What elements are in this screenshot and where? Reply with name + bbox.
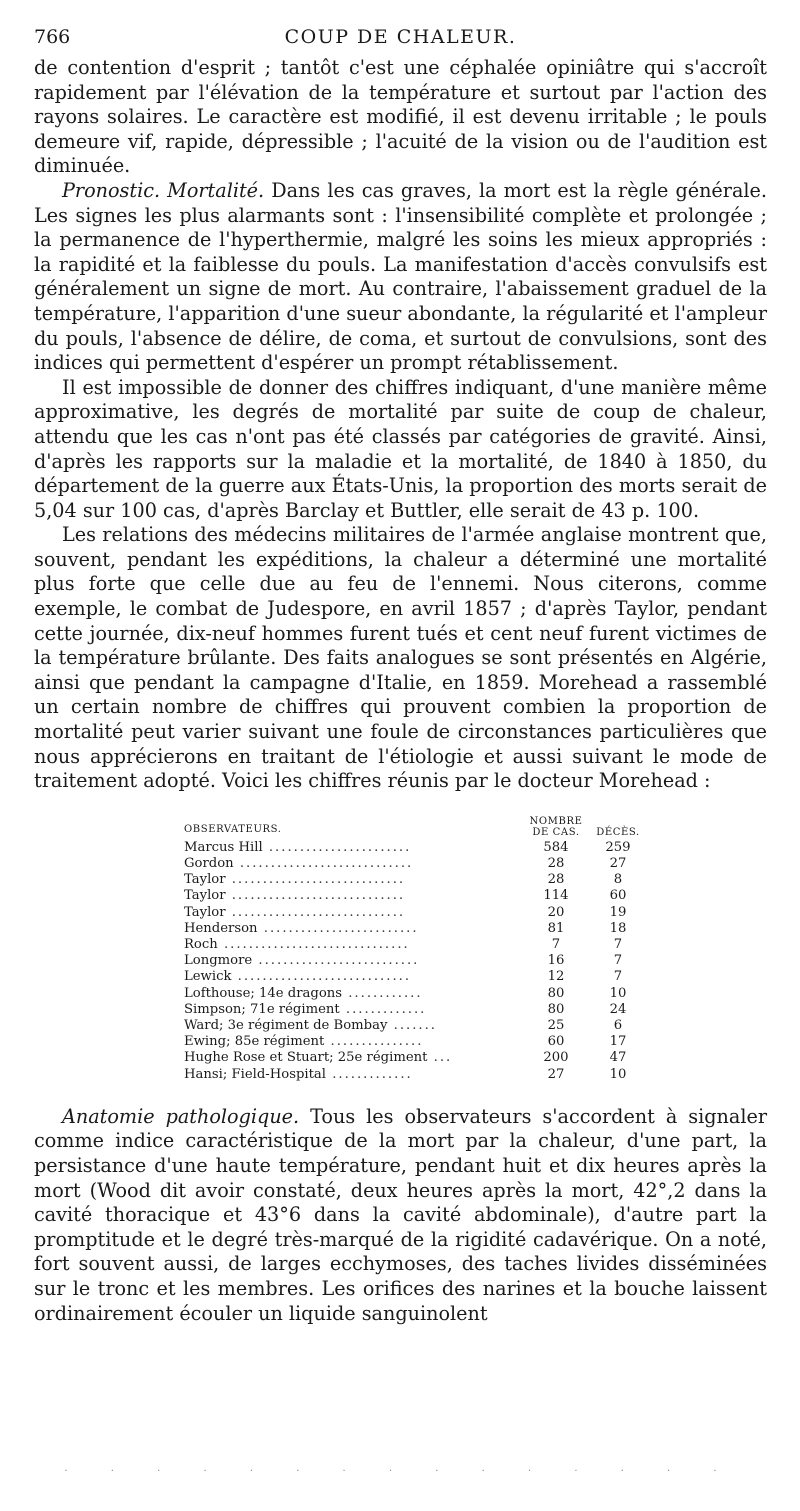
paragraph-pronostic: [34, 179, 767, 376]
leader-dots: ..............................: [217, 937, 410, 953]
observer-name-text: Longmore: [184, 953, 253, 969]
cases-value: 584: [543, 839, 569, 855]
running-title: COUP DE CHALEUR.: [284, 26, 517, 48]
observer-name: [184, 937, 525, 953]
leader-dots: ............................: [231, 969, 412, 985]
deaths-value: 7: [613, 953, 623, 969]
observer-name-text: Marcus Hill: [184, 839, 263, 855]
leader-dots: ............................: [225, 904, 406, 920]
leader-dots: ............................: [233, 856, 414, 872]
leader-dots: .............: [339, 1001, 427, 1017]
observer-name-text: Taylor: [184, 904, 226, 920]
cases-value: 200: [543, 1050, 569, 1066]
observer-name-text: Ewing; 85e régiment: [184, 1034, 325, 1050]
observer-name: [184, 969, 525, 985]
table-row: [184, 937, 649, 953]
paragraph-anatomie: [34, 1105, 767, 1326]
table-header-row: [184, 816, 649, 840]
cases-value: 80: [547, 985, 565, 1001]
deaths-value: 7: [613, 969, 623, 985]
header-cases-line2: DE CAS.: [532, 826, 580, 838]
leader-dots: ...............: [324, 1034, 424, 1050]
paragraph-statistics: Il est impossible de donner des chiffres indiquant, d'une manière même approximative, les degrés de mortalité par suite de coup de chaleur, attendu que les cas n'ont pas été classés par catégories de gravité. Ainsi, d'après les rapports sur la maladie et la mortalité, de 1840 à 1850, du département de la guerre aux États-Unis, la proportion des morts serait de 5,04 sur 100 cas, d'après Barclay et Buttler, elle serait de 43 p. 100.: [34, 375, 767, 522]
cases-value: 12: [547, 969, 565, 985]
observer-name: [184, 905, 525, 921]
table-row: [184, 969, 649, 985]
section-heading-anatomie: Anatomie pathologique.: [62, 1104, 300, 1128]
observer-name: [184, 1018, 525, 1034]
observer-name-text: Lewick: [184, 969, 232, 985]
mortality-table: [184, 816, 649, 1083]
leader-dots: ..........................: [252, 953, 420, 969]
deaths-value: 24: [609, 1001, 627, 1017]
header-cases: [525, 816, 587, 840]
leader-dots: .........................: [257, 920, 419, 936]
cases-value: 80: [547, 1001, 565, 1017]
mortality-table-wrapper: [184, 816, 649, 1083]
observer-name-text: Lofthouse; 14e dragons: [184, 985, 343, 1001]
paragraph-continuation: de contention d'esprit ; tantôt c'est une céphalée opiniâtre qui s'accroît rapidement par l'élévation de la température et surtout par l'action des rayons solaires. Le caractère est modifié, il est devenu irritable ; le pouls demeure vif, rapide, dépressible ; l'acuité de la vision ou de l'audition est diminuée.: [34, 56, 767, 178]
observer-name: [184, 1067, 525, 1083]
deaths-value: 60: [609, 888, 627, 904]
observer-name-text: Hansi; Field-Hospital: [184, 1066, 327, 1082]
leader-dots: .............: [326, 1066, 413, 1082]
cases-value: 27: [547, 1066, 565, 1082]
table-body: [184, 840, 649, 1083]
observer-name-text: Roch: [184, 937, 218, 953]
deaths-value: 259: [605, 839, 631, 855]
leader-dots: .......................: [262, 839, 412, 855]
observer-name-text: Simpson; 71e régiment: [184, 1001, 340, 1017]
deaths-value: 17: [609, 1034, 627, 1050]
observer-name-text: Hughe Rose et Stuart; 25e régiment: [184, 1050, 428, 1066]
observer-name-text: Gordon: [184, 856, 234, 872]
header-observers: OBSERVATEURS.: [184, 823, 282, 835]
cases-value: 20: [547, 904, 565, 920]
table-row: [184, 856, 649, 872]
page-number: 766: [34, 26, 71, 48]
observer-name: [184, 888, 525, 904]
deaths-value: 8: [613, 872, 623, 888]
observer-name: [184, 1050, 525, 1066]
observer-name: [184, 986, 525, 1002]
table-row: [184, 953, 649, 969]
leader-dots: .......: [387, 1018, 437, 1034]
leader-dots: ............................: [225, 888, 406, 904]
table-row: [184, 986, 649, 1002]
paragraph-pronostic-text: Dans les cas graves, la mort est la règle générale. Les signes les plus alarmants sont : l'insensibilité complète et prolongée ; la permanence de l'hyperthermie, malgré les soins les mieux appropriés : la rapidité et la faiblesse du pouls. La manifestation d'accès convulsifs est généralement un signe de mort. Au contraire, l'abaissement graduel de la température, l'apparition d'une sueur abondante, la régularité et l'ampleur du pouls, l'absence de délire, de coma, et surtout de convulsions, sont des indices qui permettent d'espérer un prompt rétablissement.: [34, 178, 767, 375]
leader-dots: ............: [342, 985, 423, 1001]
observer-name-text: Taylor: [184, 872, 226, 888]
deaths-value: 6: [613, 1018, 623, 1034]
cases-value: 60: [547, 1034, 565, 1050]
table-row: [184, 905, 649, 921]
observer-name: [184, 872, 525, 888]
cases-value: 28: [547, 856, 565, 872]
observer-name: [184, 1002, 525, 1018]
cases-value: 28: [547, 872, 565, 888]
deaths-value: 18: [609, 920, 627, 936]
observer-name: [184, 840, 525, 856]
table-row: [184, 1018, 649, 1034]
observer-name: [184, 1034, 525, 1050]
table-row: [184, 921, 649, 937]
observer-name-text: Henderson: [184, 920, 258, 936]
deaths-value: 27: [609, 856, 627, 872]
observer-name-text: Taylor: [184, 888, 226, 904]
deaths-value: 7: [613, 937, 623, 953]
table-row: [184, 1067, 649, 1083]
page-bottom-marks: · · · · · · · · · · · · · · ·: [64, 1466, 737, 1477]
observer-name-text: Ward; 3e régiment de Bombay: [184, 1018, 388, 1034]
header-cases-line1: NOMBRE: [529, 815, 583, 827]
observer-name: [184, 953, 525, 969]
table-row: [184, 840, 649, 856]
table-row: [184, 888, 649, 904]
header-deaths: DÉCÈS.: [596, 826, 640, 838]
cases-value: 7: [551, 937, 561, 953]
cases-value: 114: [543, 888, 569, 904]
leader-dots: ............................: [225, 872, 406, 888]
page-header: [34, 26, 767, 56]
table-row: [184, 872, 649, 888]
deaths-value: 47: [609, 1050, 627, 1066]
table-row: [184, 1034, 649, 1050]
observer-name: [184, 856, 525, 872]
section-heading-pronostic: Pronostic. Mortalité.: [62, 178, 265, 202]
paragraph-military: Les relations des médecins militaires de l'armée anglaise montrent que, souvent, pendant les expéditions, la chaleur a déterminé une mortalité plus forte que celle due au feu de l'ennemi. Nous citerons, comme exemple, le combat de Judespore, en avril 1857 ; d'après Taylor, pendant cette journée, dix-neuf hommes furent tués et cent neuf furent victimes de la température brûlante. Des faits analogues se sont présentés en Algérie, ainsi que pendant la campagne d'Italie, en 1859. Morehead a rassemblé un certain nombre de chiffres qui prouvent combien la proportion de mortalité peut varier suivant une foule de circonstances particulières que nous apprécierons en traitant de l'étiologie et aussi suivant le mode de traitement adopté. Voici les chiffres réunis par le docteur Morehead :: [34, 523, 767, 793]
table-row: [184, 1002, 649, 1018]
deaths-value: 10: [609, 1066, 627, 1082]
paragraph-anatomie-text: Tous les observateurs s'accordent à signaler comme indice caractéristique de la mort par la chaleur, d'une part, la persistance d'une haute température, pendant huit et dix heures après la mort (Wood dit avoir constaté, deux heures après la mort, 42°,2 dans la cavité thoracique et 43°6 dans la cavité abdominale), d'autre part la promptitude et le degré très-marqué de la rigidité cadavérique. On a noté, fort souvent aussi, de larges ecchymoses, des taches livides disséminées sur le tronc et les membres. Les orifices des narines et la bouche laissent ordinairement écouler un liquide sanguinolent: [34, 1104, 767, 1325]
cases-value: 16: [547, 953, 565, 969]
cases-value: 25: [547, 1018, 565, 1034]
deaths-value: 19: [609, 904, 627, 920]
table-row: [184, 1050, 649, 1066]
leader-dots: ...: [427, 1050, 453, 1066]
page: [34, 26, 767, 1326]
deaths-value: 10: [609, 985, 627, 1001]
observer-name: [184, 921, 525, 937]
cases-value: 81: [547, 920, 565, 936]
